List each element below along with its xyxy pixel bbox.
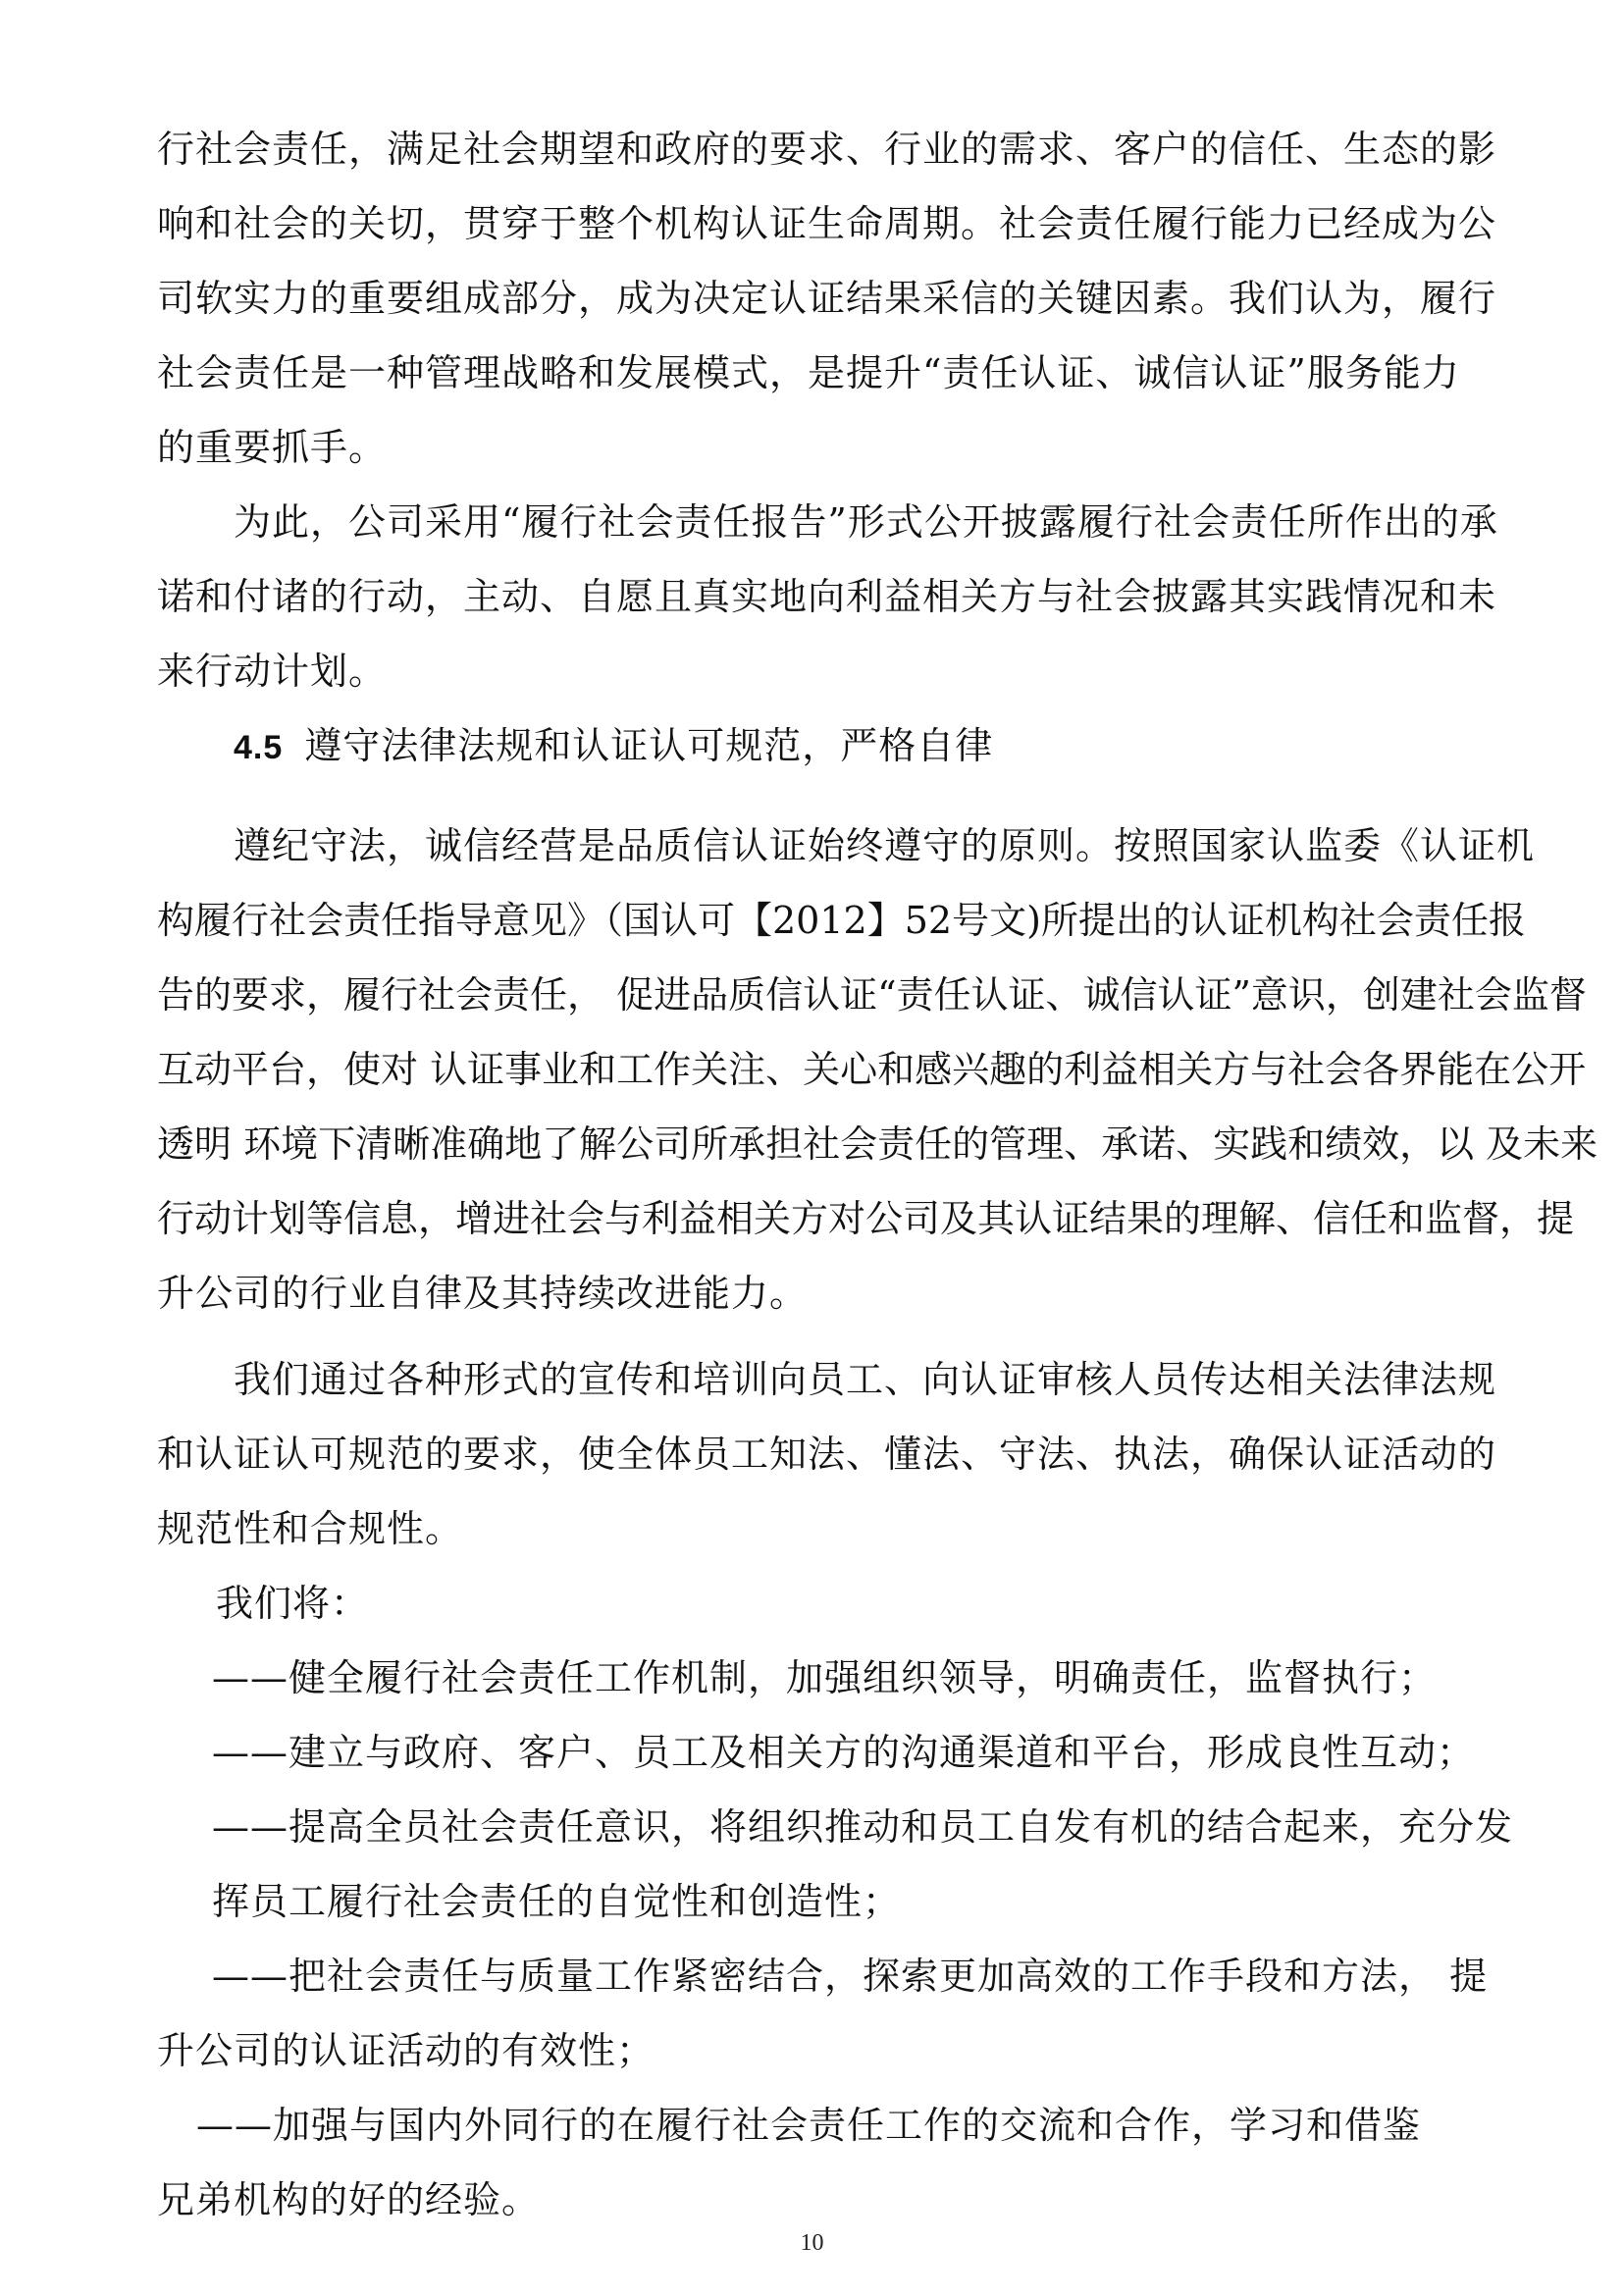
text-line: 互动平台，使对 认证事业和工作关注、关心和感兴趣的利益相关方与社会各界能在公开: [157, 1048, 1587, 1091]
text-line: 诺和付诸的行动，主动、自愿且真实地向利益相关方与社会披露其实践情况和未: [157, 575, 1497, 618]
text-line: 响和社会的关切，贯穿于整个机构认证生命周期。社会责任履行能力已经成为公: [157, 202, 1497, 245]
commitments-intro: 我们将：: [216, 1582, 370, 1625]
list-item-continuation: 兄弟机构的好的经验。: [157, 2178, 541, 2221]
section-heading: [234, 724, 993, 769]
text-line: 遵纪守法，诚信经营是品质信认证始终遵守的原则。按照国家认监委《认证机: [234, 824, 1536, 867]
list-item: ——健全履行社会责任工作机制，加强组织领导，明确责任，监督执行；: [212, 1656, 1438, 1699]
section-title: 遵守法律法规和认证认可规范，严格自律: [304, 724, 994, 767]
section-number: 4.5: [234, 729, 284, 766]
list-item: ——提高全员社会责任意识，将组织推动和员工自发有机的结合起来，充分发: [212, 1805, 1514, 1849]
text-line: 构履行社会责任指导意见》（国认可【2012】52号文)所提出的认证机构社会责任报: [157, 899, 1526, 942]
text-line: 规范性和合规性。: [157, 1507, 464, 1550]
text-line: 行社会责任，满足社会期望和政府的要求、行业的需求、客户的信任、生态的影: [157, 128, 1497, 171]
text-line: 来行动计划。: [157, 650, 388, 693]
list-item: ——建立与政府、客户、员工及相关方的沟通渠道和平台，形成良性互动；: [212, 1731, 1476, 1774]
text-line: 行动计划等信息，增进社会与利益相关方对公司及其认证结果的理解、信任和监督，提: [157, 1197, 1575, 1240]
text-line: 告的要求，履行社会责任， 促进品质信认证“责任认证、诚信认证”意识，创建社会监督: [157, 973, 1587, 1017]
text-line: 我们通过各种形式的宣传和培训向员工、向认证审核人员传达相关法律法规: [234, 1358, 1497, 1401]
list-item-continuation: 挥员工履行社会责任的自觉性和创造性；: [212, 1880, 902, 1923]
text-line: 的重要抓手。: [157, 426, 388, 469]
text-line: 为此，公司采用“履行社会责任报告”形式公开披露履行社会责任所作出的承: [234, 500, 1498, 544]
text-line: 和认证认可规范的要求，使全体员工知法、懂法、守法、执法，确保认证活动的: [157, 1433, 1497, 1476]
text-line: 透明 环境下清晰准确地了解公司所承担社会责任的管理、承诺、实践和绩效，以 及未来: [157, 1122, 1598, 1166]
list-item-continuation: 升公司的认证活动的有效性；: [157, 2029, 655, 2072]
page-number: 10: [800, 2230, 824, 2256]
text-line: 升公司的行业自律及其持续改进能力。: [157, 1272, 809, 1315]
list-item: ——加强与国内外同行的在履行社会责任工作的交流和合作，学习和借鉴: [196, 2104, 1422, 2147]
text-line: 司软实力的重要组成部分，成为决定认证结果采信的关键因素。我们认为，履行: [157, 277, 1497, 320]
list-item: ——把社会责任与质量工作紧密结合，探索更加高效的工作手段和方法， 提: [212, 1955, 1489, 1998]
text-line: 社会责任是一种管理战略和发展模式，是提升“责任认证、诚信认证”服务能力: [157, 351, 1460, 394]
